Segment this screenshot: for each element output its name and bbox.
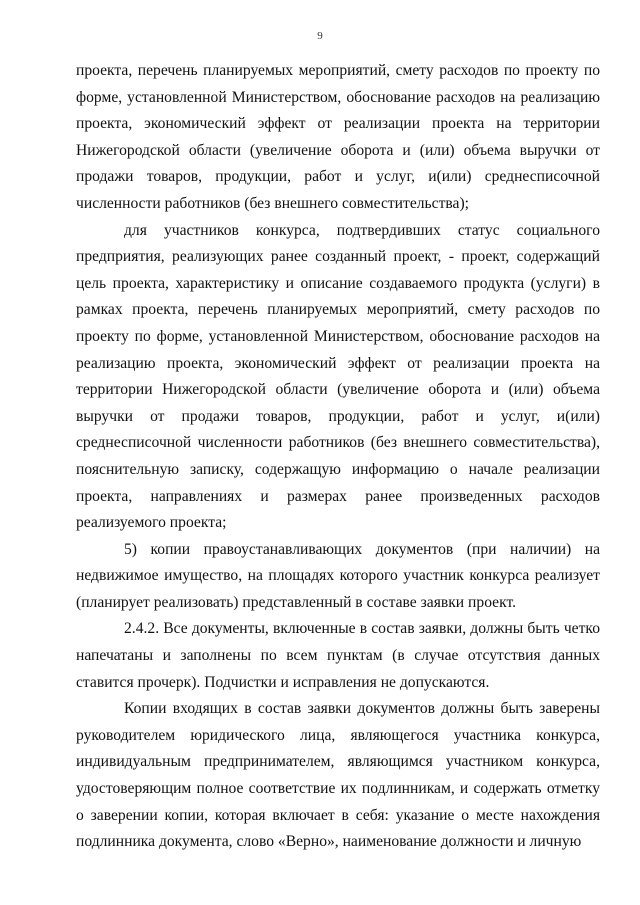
paragraph-section-2-4-2: 2.4.2. Все документы, включенные в состав заявки, должны быть четко напечатаны и заполнены по всем пунктам (в случае отсутствия данных ставится прочерк). Подчистки и исправления не допускаются. [76, 620, 600, 691]
page-number: 9 [317, 30, 323, 42]
paragraph-item-5-property-documents: 5) копии правоустанавливающих документов (при наличии) на недвижимое имущество, на площадях которого участник конкурса реализует (планирует реализовать) представленный в составе заявки проект. [76, 540, 600, 611]
document-body [76, 58, 600, 856]
paragraph-project-list-continued: проекта, перечень планируемых мероприятий, смету расходов по проекту по форме, установленной Министерством, обоснование расходов на реализацию проекта, экономический эффект от реализации проекта на территории Нижегородской области (увеличение оборота и (или) объема выручки от продажи товаров, продукции, работ и услуг, и(или) среднесписочной численности работников (без внешнего совместительства); [76, 62, 600, 212]
paragraph-social-enterprise-existing-project: для участников конкурса, подтвердивших статус социального предприятия, реализующих ранее созданный проект, - проект, содержащий цель проекта, характеристику и описание создаваемого продукта (услуги) в рамках проекта, перечень планируемых мероприятий, смету расходов по проекту по форме, установленной Министерством, обоснование расходов на реализацию проекта, экономический эффект от реализации проекта на территории Нижегородской области (увеличение оборота и (или) объема выручки от продажи товаров, продукции, работ и услуг, и(или) среднесписочной численности работников (без внешнего совместительства), пояснительную записку, содержащую информацию о начале реализации проекта, направлениях и размерах ранее произведенных расходов реализуемого проекта; [76, 221, 600, 532]
paragraph-copies-certification: Копии входящих в состав заявки документов должны быть заверены руководителем юридического лица, являющегося участника конкурса, индивидуальным предпринимателем, являющимся участником конкурса, удостоверяющим полное соответствие их подлинникам, и содержать отметку о заверении копии, которая включает в себя: указание о месте нахождения подлинника документа, слово «Верно», наименование должности и личную [76, 700, 600, 851]
